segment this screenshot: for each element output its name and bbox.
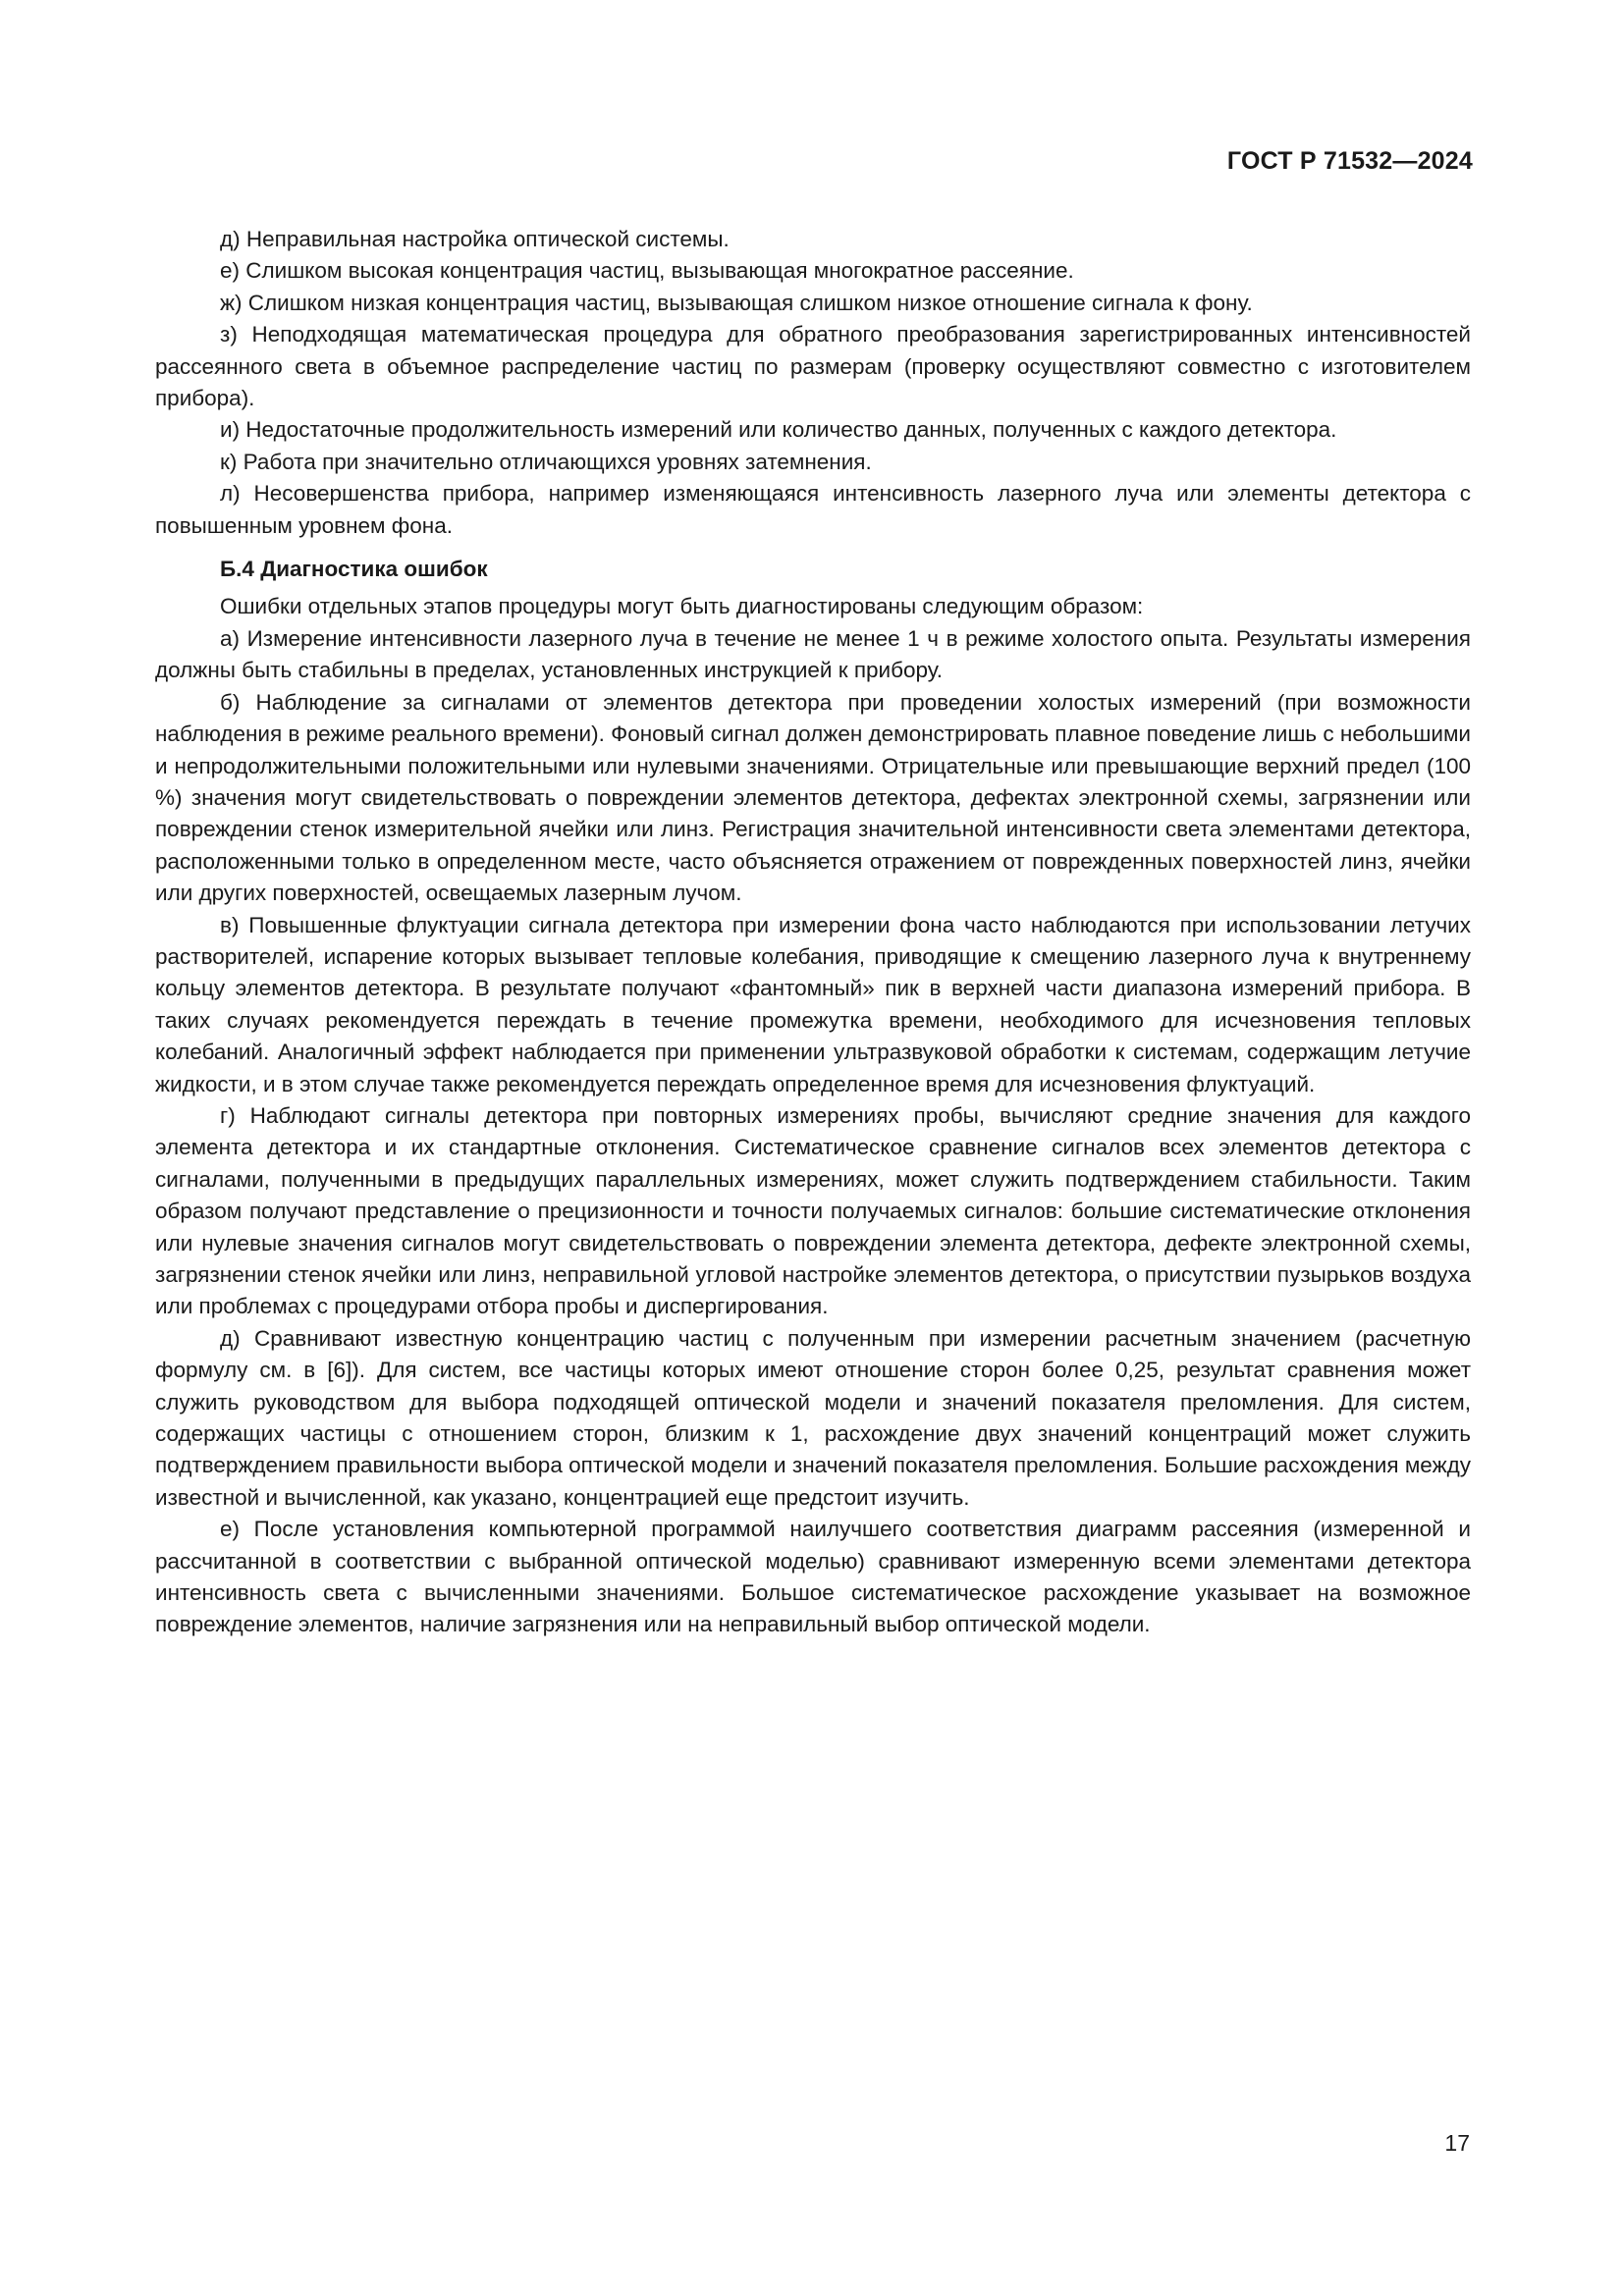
document-body xyxy=(155,224,1471,1641)
list-item: ж) Слишком низкая концентрация частиц, вызывающая слишком низкое отношение сигнала к фону. xyxy=(220,290,1253,315)
list-item: а) Измерение интенсивности лазерного луча в течение не менее 1 ч в режиме холостого опыта. Результаты измерения должны быть стабильны в пределах, установленных инструкцией к прибору. xyxy=(155,625,1471,683)
document-header-id: ГОСТ Р 71532—2024 xyxy=(1226,147,1473,175)
list-item: д) Неправильная настройка оптической системы. xyxy=(220,227,730,251)
section-intro: Ошибки отдельных этапов процедуры могут быть диагностированы следующим образом: xyxy=(220,594,1144,619)
list-item: б) Наблюдение за сигналами от элементов детектора при проведении холостых измерений (при возможности наблюдения в режиме реального времени). Фоновый сигнал должен демонстрировать плавное поведение лишь с небольшими и непродолжительными положительными или нулевыми значениями. Отрицательные или превышающие верхний предел (100 %) значения могут свидетельствовать о повреждении элементов детектора, дефектах электронной схемы, загрязнении или повреждении стенок измерительной ячейки или линз. Регистрация значительной интенсивности света элементами детектора, расположенными только в определенном месте, часто объясняется отражением от поврежденных поверхностей линз, ячейки или других поверхностей, освещаемых лазерным лучом. xyxy=(155,689,1471,906)
page-number: 17 xyxy=(1444,2130,1470,2156)
list-item: е) После установления компьютерной программой наилучшего соответствия диаграмм рассеяния (измеренной и рассчитанной в соответствии с выбранной оптической моделью) сравнивают измеренную всеми элементами детектора интенсивность света с вычисленными значениями. Большое систематическое расхождение указывает на возможное повреждение элементов, наличие загрязнения или на неправильный выбор оптической модели. xyxy=(155,1517,1471,1637)
list-item: л) Несовершенства прибора, например изменяющаяся интенсивность лазерного луча или элементы детектора с повышенным уровнем фона. xyxy=(155,481,1471,538)
list-item: и) Недостаточные продолжительность измерений или количество данных, полученных с каждого детектора. xyxy=(220,417,1337,443)
list-item: е) Слишком высокая концентрация частиц, вызывающая многократное рассеяние. xyxy=(220,258,1074,284)
list-item: д) Сравнивают известную концентрацию частиц с полученным при измерении расчетным значением (расчетную формулу см. в [6]). Для систем, все частицы которых имеют отношение сторон более 0,25, результат сравнения может служить руководством для выбора подходящей оптической модели и значений показателя преломления. Для систем, содержащих частицы с отношением сторон, близким к 1, расхождение двух значений концентраций может служить подтверждением правильности выбора оптической модели и значений показателя преломления. Большие расхождения между известной и вычисленной, как указано, концентрацией еще предстоит изучить. xyxy=(155,1325,1471,1510)
section-heading: Б.4 Диагностика ошибок xyxy=(220,557,488,582)
list-item: к) Работа при значительно отличающихся уровнях затемнения. xyxy=(220,449,872,474)
list-item: з) Неподходящая математическая процедура для обратного преобразования зарегистрированных интенсивностей рассеянного света в объемное распределение частиц по размерам (проверку осуществляют совместно с изготовителем прибора). xyxy=(155,322,1471,411)
list-item: г) Наблюдают сигналы детектора при повторных измерениях пробы, вычисляют средние значения для каждого элемента детектора и их стандартные отклонения. Систематическое сравнение сигналов всех элементов детектора с сигналами, полученными в предыдущих параллельных измерениях, может служить подтверждением стабильности. Таким образом получают представление о прецизионности и точности получаемых сигналов: большие систематические отклонения или нулевые значения сигналов могут свидетельствовать о повреждении элемента детектора, дефекте электронной схемы, загрязнении стенок ячейки или линз, неправильной угловой настройке элементов детектора, о присутствии пузырьков воздуха или проблемах с процедурами отбора пробы и диспергирования. xyxy=(155,1102,1471,1319)
list-item: в) Повышенные флуктуации сигнала детектора при измерении фона часто наблюдаются при использовании летучих растворителей, испарение которых вызывает тепловые колебания, приводящие к смещению лазерного луча к внутреннему кольцу элементов детектора. В результате получают «фантомный» пик в верхней части диапазона измерений прибора. В таких случаях рекомендуется переждать в течение промежутка времени, необходимого для исчезновения тепловых колебаний. Аналогичный эффект наблюдается при применении ультразвуковой обработки к системам, содержащим летучие жидкости, и в этом случае также рекомендуется переждать определенное время для исчезновения флуктуаций. xyxy=(155,912,1471,1096)
